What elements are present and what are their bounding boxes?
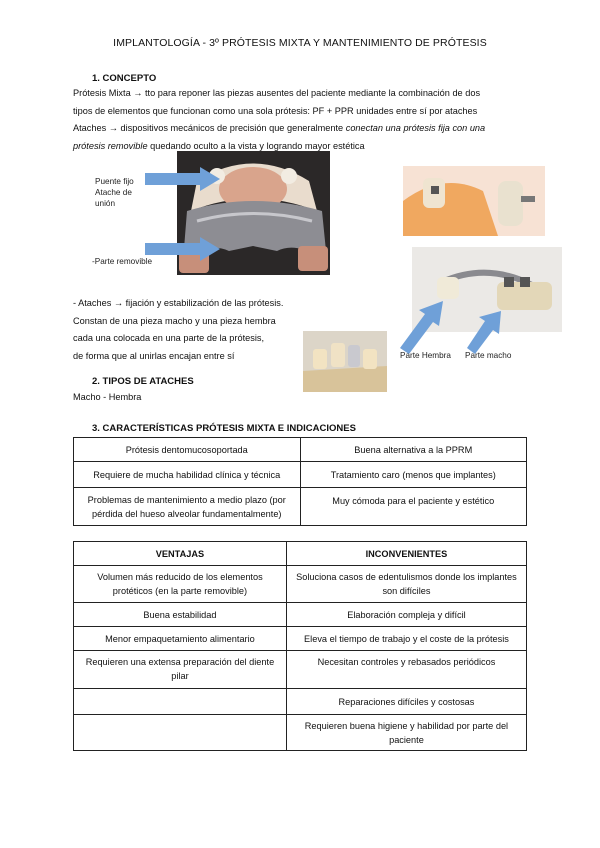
table-cell: Tratamiento caro (menos que implantes)	[300, 462, 527, 488]
label-removable-part: -Parte removible	[92, 257, 153, 266]
table-cell: Requieren buena higiene y habilidad por parte del paciente	[286, 715, 526, 751]
table-row	[74, 689, 527, 715]
concept-paragraph	[73, 85, 533, 155]
table-row	[74, 488, 527, 526]
table-cell: Requieren una extensa preparación del diente pilar	[74, 651, 287, 689]
header-advantages: VENTAJAS	[74, 542, 287, 566]
concept-line-4: prótesis removible quedando oculto a la vista y logrando mayor estética	[73, 140, 365, 151]
characteristics-table	[73, 437, 527, 526]
concept-line-1: Prótesis Mixta → tto para reponer las piezas ausentes del paciente mediante la combinación de dos	[73, 88, 481, 98]
section-1-heading: 1. CONCEPTO	[92, 73, 157, 84]
attaches-line-2: Constan de una pieza macho y una pieza hembra	[73, 315, 276, 326]
table-row	[74, 627, 527, 651]
arrow-removable-icon	[145, 237, 220, 261]
table-cell: Eleva el tiempo de trabajo y el coste de la prótesis	[286, 627, 526, 651]
table-cell: Elaboración compleja y difícil	[286, 603, 526, 627]
concept-line-2: tipos de elementos que funcionan como una sola prótesis: PF + PPR unidades entre sí por ataches	[73, 105, 478, 116]
attachment-types-text: Macho - Hembra	[73, 392, 142, 402]
table-cell: Requiere de mucha habilidad clínica y técnica	[74, 462, 301, 488]
table-row	[74, 566, 527, 603]
table-cell: Necesitan controles y rebasados periódicos	[286, 651, 526, 689]
table-cell: Buena estabilidad	[74, 603, 287, 627]
label-male-part: Parte macho	[465, 351, 512, 360]
section-3-heading: 3. CARACTERÍSTICAS PRÓTESIS MIXTA E INDICACIONES	[92, 423, 356, 434]
arrow-fixed-icon	[145, 167, 220, 191]
label-attachment-1: Atache de	[95, 188, 132, 197]
page-title: IMPLANTOLOGÍA - 3º PRÓTESIS MIXTA Y MANTENIMIENTO DE PRÓTESIS	[113, 37, 487, 49]
table-cell: Reparaciones difíciles y costosas	[286, 689, 526, 715]
annotation-arrows	[145, 165, 235, 275]
table-cell	[74, 715, 287, 751]
attachment-closeup-photo	[403, 166, 545, 236]
attachment-arrows	[395, 296, 515, 356]
attaches-line-3: cada una colocada en una parte de la prótesis,	[73, 333, 265, 343]
table-row	[74, 651, 527, 689]
attaches-line-4: de forma que al unirlas encajan entre sí	[73, 350, 235, 361]
header-disadvantages: INCONVENIENTES	[286, 542, 526, 566]
table-header-row	[74, 542, 527, 566]
table-cell: Muy cómoda para el paciente y estético	[300, 488, 527, 526]
label-fixed-bridge: Puente fijo	[95, 177, 134, 186]
label-female-part: Parte Hembra	[400, 351, 451, 360]
pros-cons-table	[73, 541, 527, 751]
section-2-heading: 2. TIPOS DE ATACHES	[92, 376, 194, 387]
attaches-line-1: - Ataches → fijación y estabilización de las prótesis.	[73, 298, 284, 308]
table-cell: Problemas de mantenimiento a medio plazo (por pérdida del hueso alveolar fundamentalmente)	[74, 488, 301, 526]
label-attachment-2: unión	[95, 199, 116, 208]
table-cell: Volumen más reducido de los elementos protéticos (en la parte removible)	[74, 566, 287, 603]
table-row	[74, 438, 527, 462]
dental-model-photo	[303, 331, 387, 392]
table-row	[74, 603, 527, 627]
table-cell: Prótesis dentomucosoportada	[74, 438, 301, 462]
table-cell: Soluciona casos de edentulismos donde los implantes son difíciles	[286, 566, 526, 603]
dental-model-illustration	[303, 331, 387, 392]
arrow-male-icon	[467, 311, 501, 354]
table-cell: Menor empaquetamiento alimentario	[74, 627, 287, 651]
table-cell: Buena alternativa a la PPRM	[300, 438, 527, 462]
attaches-paragraph	[73, 295, 333, 365]
arrow-female-icon	[400, 301, 443, 354]
table-row	[74, 715, 527, 751]
table-row	[74, 462, 527, 488]
attachment-closeup-illustration	[403, 166, 545, 236]
concept-line-3: Ataches → dispositivos mecánicos de precisión que generalmente conectan una prótesis fija con una	[73, 123, 486, 133]
table-cell	[74, 689, 287, 715]
